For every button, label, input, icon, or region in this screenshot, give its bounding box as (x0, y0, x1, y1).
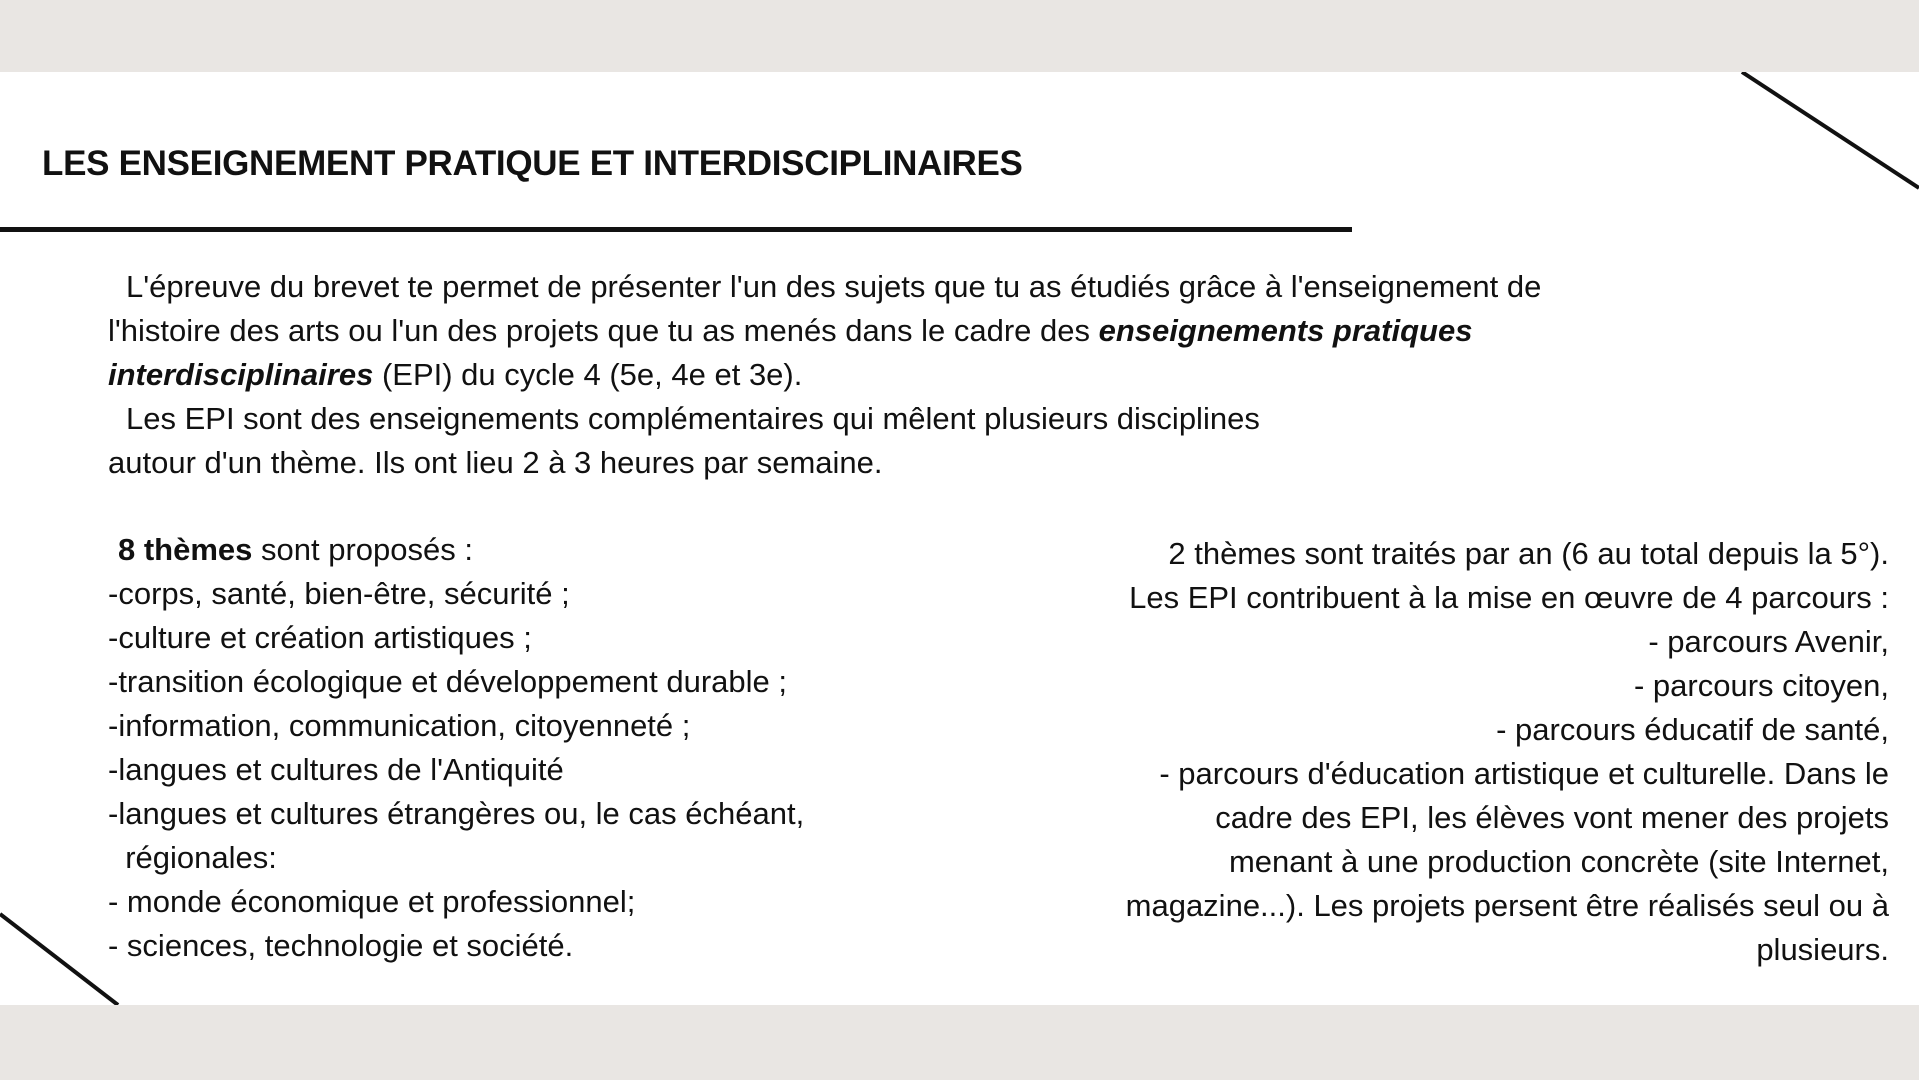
intro-text (108, 265, 1798, 485)
parcours-line: cadre des EPI, les élèves vont mener des projets (1215, 800, 1889, 835)
intro-p2-line-2: autour d'un thème. Ils ont lieu 2 à 3 heures par semaine. (108, 445, 883, 480)
slide (0, 72, 1919, 1005)
bottom-left-diagonal (0, 914, 118, 1005)
themes-list (108, 528, 968, 968)
parcours-line: Les EPI contribuent à la mise en œuvre de 4 parcours : (1129, 580, 1889, 615)
themes-heading (108, 528, 968, 572)
themes-heading-rest: sont proposés : (252, 532, 473, 567)
theme-item: -langues et cultures étrangères ou, le cas échéant, (108, 796, 805, 831)
parcours-line: 2 thèmes sont traités par an (6 au total depuis la 5°). (1168, 536, 1889, 571)
theme-item: -information, communication, citoyenneté ; (108, 708, 691, 743)
theme-item: -corps, santé, bien-être, sécurité ; (108, 576, 570, 611)
page-title: LES ENSEIGNEMENT PRATIQUE ET INTERDISCIPLINAIRES (42, 144, 1023, 183)
theme-item: -culture et création artistiques ; (108, 620, 532, 655)
parcours-line: - parcours d'éducation artistique et culturelle. Dans le (1159, 756, 1889, 791)
theme-item: - sciences, technologie et société. (108, 928, 574, 963)
intro-line-2: l'histoire des arts ou l'un des projets que tu as menés dans le cadre des (108, 313, 1099, 348)
intro-p2-line-1: Les EPI sont des enseignements complémentaires qui mêlent plusieurs disciplines (126, 401, 1260, 436)
intro-line-3: (EPI) du cycle 4 (5e, 4e et 3e). (373, 357, 803, 392)
intro-paragraph-2 (108, 397, 1798, 485)
parcours-line: menant à une production concrète (site Internet, (1228, 844, 1889, 879)
theme-item: -transition écologique et développement durable ; (108, 664, 788, 699)
theme-item: - monde économique et professionnel; (108, 884, 636, 919)
parcours-line: - parcours Avenir, (1648, 624, 1889, 659)
intro-line-1: L'épreuve du brevet te permet de présenter l'un des sujets que tu as étudiés grâce à l'enseignement de (126, 269, 1542, 304)
parcours-line: magazine...). Les projets persent être réalisés seul ou à (1125, 888, 1889, 923)
parcours-line: - parcours citoyen, (1634, 668, 1889, 703)
theme-item: régionales: (108, 840, 277, 875)
intro-emphasis-2: interdisciplinaires (108, 357, 374, 392)
intro-emphasis-1: enseignements pratiques (1098, 313, 1473, 348)
parcours-line: - parcours éducatif de santé, (1496, 712, 1889, 747)
parcours-line: plusieurs. (1756, 932, 1889, 967)
theme-item: -langues et cultures de l'Antiquité (108, 752, 564, 787)
parcours-text (989, 532, 1889, 972)
top-right-diagonal (1742, 72, 1919, 188)
title-underline (0, 227, 1352, 232)
themes-count: 8 thèmes (118, 532, 253, 567)
intro-paragraph-1 (108, 265, 1798, 397)
